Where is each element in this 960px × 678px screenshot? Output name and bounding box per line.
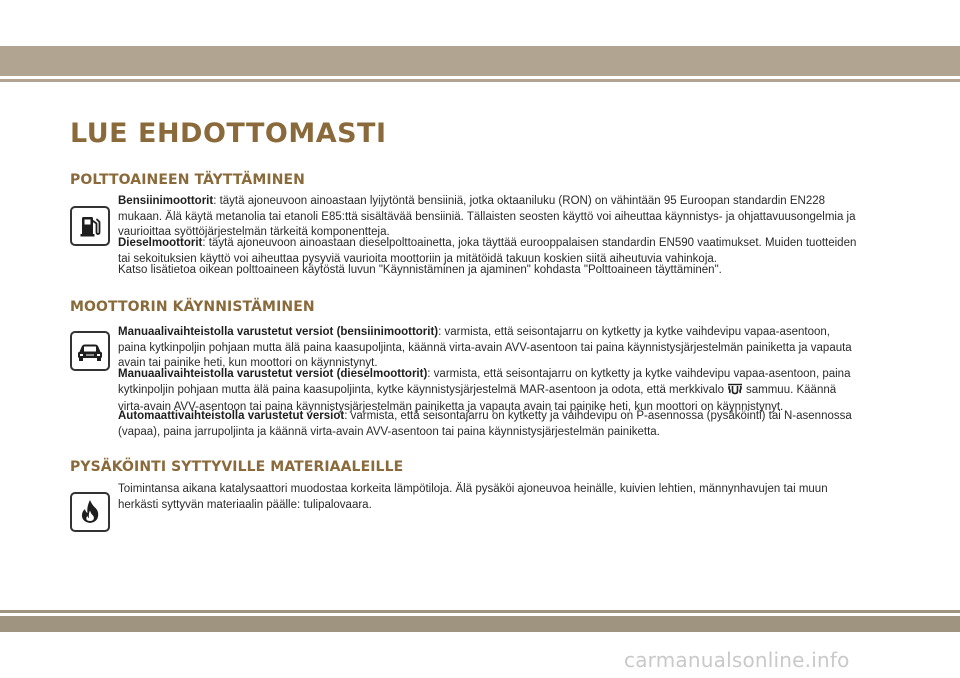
section-heading-engine-start: MOOTTORIN KÄYNNISTÄMINEN — [70, 299, 315, 315]
text-automatic: : varmista, että seisontajarru on kytketty ja vaihdevipu on P-asennossa (pysäköinti) tai N-asennossa (vapaa), paina jarrupoljinta ja käännä virta-avain AVV-asentoon tai paina käynnistysjärjestelmän painiketta. — [118, 410, 852, 438]
paragraph-parking-warning — [118, 482, 860, 513]
label-manual-petrol: Manuaalivaihteistolla varustetut versiot (bensiinimoottorit) — [118, 326, 439, 338]
text-manual-petrol: : varmista, että seisontajarru on kytketty ja kytke vaihdevipu vapaa-asentoon, paina kytkinpoljin pohjaan mutta älä paina kaasupoljinta, käännä virta-avain AVV-asentoon tai paina käynnistysjärjestelmän painiketta ja vapauta avain tai painike heti, kun moottori on käynnistynyt. — [118, 326, 852, 369]
fire-icon — [70, 492, 110, 532]
paragraph-automatic — [118, 409, 860, 440]
text-parking: Toimintansa aikana katalysaattori muodostaa korkeita lämpötiloja. Älä pysäköi ajoneuvoa heinälle, kuivien lehtien, männynhavujen tai muun herkästi syttyvän materiaalin päälle: tulipalovaara. — [118, 483, 828, 511]
text-petrol: : täytä ajoneuvoon ainoastaan lyijytöntä bensiiniä, jotka oktaaniluku (RON) on vähintään 95 Euroopan standardin EN228 mukaan. Älä käytä metanolia tai etanoli E85:ttä sisältävää bensiiniä. Tällaisten seosten käyttö voi aiheuttaa käynnistys- ja ohjattavuusongelmia ja vaurioittaa syöttöjärjestelmän tärkeitä komponentteja. — [118, 195, 856, 238]
paragraph-manual-petrol — [118, 325, 860, 372]
watermark: carmanualsonline.info — [624, 648, 850, 672]
label-petrol: Bensiinimoottorit — [118, 195, 214, 207]
label-automatic: Automaattivaihteistolla varustetut versiot — [118, 410, 345, 422]
page-title: LUE EHDOTTOMASTI — [70, 118, 387, 149]
fuel-pump-icon — [70, 206, 110, 246]
top-decorative-band — [0, 46, 960, 76]
paragraph-petrol — [118, 194, 860, 241]
car-icon — [70, 331, 110, 371]
text-manual-diesel-before: : varmista, että seisontajarru on kytketty ja kytke vaihdevipu vapaa-asentoon, paina kytkinpoljin pohjaan mutta älä paina kaasupoljinta, kytke käynnistysjärjestelmä MAR-asentoon ja odota, että merkkivalo — [118, 368, 851, 396]
section-heading-parking: PYSÄKÖINTI SYTTYVILLE MATERIAALEILLE — [70, 459, 404, 475]
bottom-divider — [0, 610, 960, 613]
label-manual-diesel: Manuaalivaihteistolla varustetut versiot (dieselmoottorit) — [118, 368, 428, 380]
section-heading-fuel: POLTTOAINEEN TÄYTTÄMINEN — [70, 172, 305, 188]
text-manual-diesel-after: sammuu. Käännä virta-avain AVV-asentoon tai paina käynnistysjärjestelmän painiketta ja vapauta avain tai painike heti, kun moottori on käynnistynyt. — [118, 383, 837, 413]
label-diesel: Dieselmoottorit — [118, 237, 203, 249]
glow-plug-icon — [726, 383, 744, 401]
top-divider — [0, 79, 960, 82]
paragraph-fuel-reference — [118, 263, 860, 279]
bottom-decorative-band — [0, 616, 960, 632]
text-diesel: : täytä ajoneuvoon ainoastaan dieselpolttoainetta, joka täyttää eurooppalaisen standardin EN590 vaatimukset. Muiden tuotteiden tai sekoituksien käyttö voi aiheuttaa pysyviä vaurioita moottoriin ja mitätöidä takuun koskien siitä aiheutuvia vahinkoja. — [118, 237, 857, 265]
text-fuel-reference: Katso lisätietoa oikean polttoaineen käytöstä luvun "Käynnistäminen ja ajaminen" kohdasta "Polttoaineen täyttäminen". — [118, 264, 722, 276]
